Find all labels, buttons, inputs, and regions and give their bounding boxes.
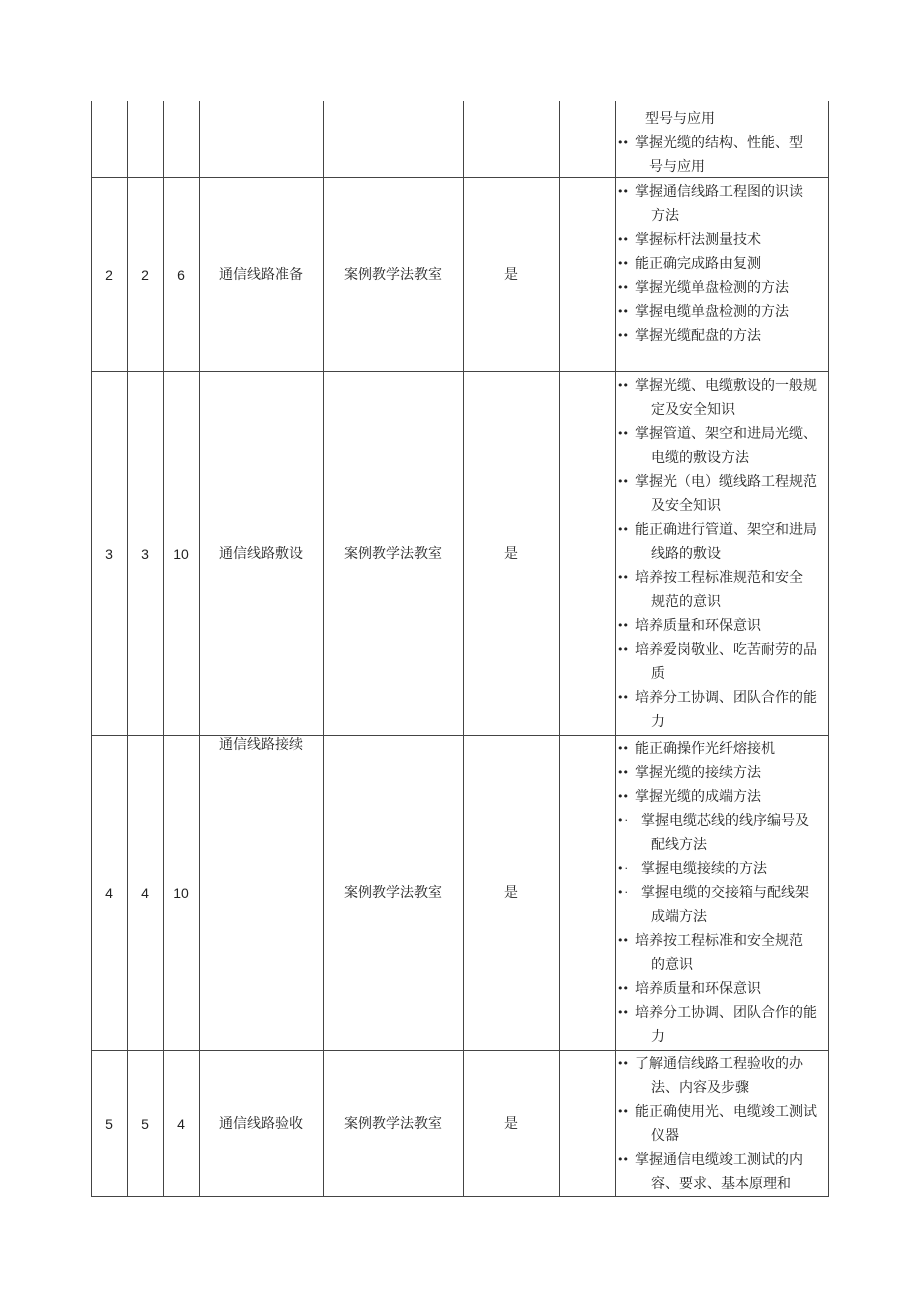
objective-text: 掌握光缆、电缆敷设的一般规 [635, 378, 817, 394]
teaching-method: 案例教学法教室 [344, 1115, 442, 1132]
flag: 是 [504, 885, 518, 901]
objective-text: 掌握光缆的接续方法 [635, 765, 761, 781]
bullet-marker: •• [617, 790, 628, 803]
objective-text: 配线方法 [651, 837, 707, 853]
module-number: 3 [141, 545, 149, 562]
objective-text: 的意识 [651, 957, 693, 973]
bullet-marker: •• [617, 427, 628, 440]
objective-text: 力 [651, 1029, 665, 1045]
bullet-marker: •• [617, 742, 628, 755]
bullet-marker: •• [617, 691, 628, 704]
objective-text: 能正确操作光纤熔接机 [635, 741, 775, 757]
module-number: 5 [141, 1115, 149, 1132]
hours: 4 [177, 1115, 185, 1132]
objectives-cell [617, 107, 829, 179]
bullet-marker: •• [617, 305, 628, 318]
topic: 通信线路验收 [219, 1115, 303, 1132]
objective-text: 能正确进行管道、架空和进局 [635, 522, 817, 538]
bullet-marker: •• [617, 1006, 628, 1019]
bullet-marker: •• [617, 185, 628, 198]
bullet-marker: •• [617, 982, 628, 995]
objective-text: 培养质量和环保意识 [635, 618, 761, 634]
bullet-marker: •• [617, 1057, 628, 1070]
objective-text: 能正确使用光、电缆竣工测试 [635, 1104, 817, 1120]
module-number: 2 [141, 266, 149, 283]
flag: 是 [504, 1115, 518, 1132]
objective-text: 掌握电缆的交接箱与配线架 [641, 885, 809, 901]
module-number: 4 [141, 885, 149, 901]
bullet-marker: •• [617, 136, 628, 149]
table-column-divider [559, 101, 560, 1197]
teaching-method: 案例教学法教室 [344, 885, 442, 901]
bullet-marker: •• [617, 934, 628, 947]
topic: 通信线路接续 [219, 737, 303, 753]
row-index: 3 [105, 545, 113, 562]
objective-text: 掌握电缆芯线的线序编号及 [641, 813, 809, 829]
bullet-marker: •• [617, 281, 628, 294]
objective-text: 掌握光缆单盘检测的方法 [635, 280, 789, 296]
objective-text: 培养爱岗敬业、吃苦耐劳的品 [635, 642, 817, 658]
bullet-marker: •• [617, 523, 628, 536]
bullet-marker: •• [617, 643, 628, 656]
objective-text: 培养分工协调、团队合作的能 [635, 690, 817, 706]
hours: 10 [173, 885, 189, 901]
bullet-marker: •· [617, 862, 629, 875]
bullet-marker: •• [617, 571, 628, 584]
objective-text: 培养按工程标准和安全规范 [635, 933, 803, 949]
objective-text: 培养分工协调、团队合作的能 [635, 1005, 817, 1021]
hours: 6 [177, 266, 185, 283]
objective-text: 力 [651, 714, 665, 730]
objective-text: 号与应用 [649, 159, 705, 175]
objective-text: 型号与应用 [645, 111, 715, 127]
objective-text: 能正确完成路由复测 [635, 256, 761, 272]
bullet-marker: •• [617, 766, 628, 779]
objective-text: 掌握电缆单盘检测的方法 [635, 304, 789, 320]
objective-text: 掌握标杆法测量技术 [635, 232, 761, 248]
objective-text: 成端方法 [651, 909, 707, 925]
objective-item [617, 131, 829, 179]
objective-text: 及安全知识 [651, 498, 721, 514]
objective-text: 掌握光（电）缆线路工程规范 [635, 474, 817, 490]
bullet-marker: •• [617, 475, 628, 488]
table-column-divider [615, 101, 616, 1197]
bullet-marker: •• [617, 619, 628, 632]
topic: 通信线路准备 [219, 266, 303, 283]
bullet-marker: •• [617, 233, 628, 246]
bullet-marker: •• [617, 379, 628, 392]
table-border-bottom [91, 1196, 829, 1197]
objective-text: 仪器 [651, 1128, 679, 1144]
topic: 通信线路敷设 [219, 545, 303, 562]
bullet-marker: •• [617, 329, 628, 342]
bullet-marker: •• [617, 257, 628, 270]
teaching-method: 案例教学法教室 [344, 545, 442, 562]
row-index: 2 [105, 266, 113, 283]
bullet-marker: •• [617, 1153, 628, 1166]
teaching-method: 案例教学法教室 [344, 266, 442, 283]
objective-text: 掌握管道、架空和进局光缆、 [635, 426, 817, 442]
objective-text: 掌握光缆的成端方法 [635, 789, 761, 805]
objective-text: 掌握通信电缆竣工测试的内 [635, 1152, 803, 1168]
objective-text: 容、要求、基本原理和 [651, 1176, 791, 1192]
objectives-cell [617, 374, 829, 734]
objective-text: 电缆的敷设方法 [651, 450, 749, 466]
objective-item [617, 107, 829, 131]
bullet-marker: •· [617, 886, 629, 899]
objective-text: 掌握光缆配盘的方法 [635, 328, 761, 344]
row-index: 5 [105, 1115, 113, 1132]
objectives-cell [617, 1052, 829, 1196]
flag: 是 [504, 266, 518, 283]
objective-text: 质 [651, 666, 665, 682]
objective-text: 方法 [651, 208, 679, 224]
bullet-marker: •• [617, 1105, 628, 1118]
hours: 10 [173, 545, 189, 562]
flag: 是 [504, 545, 518, 562]
objectives-cell [617, 180, 829, 348]
objectives-cell [617, 737, 829, 1049]
row-index: 4 [105, 885, 113, 901]
objective-text: 线路的敷设 [651, 546, 721, 562]
objective-text: 培养按工程标准规范和安全 [635, 570, 803, 586]
objective-text: 掌握通信线路工程图的识读 [635, 184, 803, 200]
objective-text: 掌握电缆接续的方法 [641, 861, 767, 877]
objective-text: 掌握光缆的结构、性能、型 [635, 135, 803, 151]
objective-text: 定及安全知识 [651, 402, 735, 418]
objective-text: 了解通信线路工程验收的办 [635, 1056, 803, 1072]
objective-text: 法、内容及步骤 [651, 1080, 749, 1096]
bullet-marker: •· [617, 814, 629, 827]
objective-text: 培养质量和环保意识 [635, 981, 761, 997]
objective-text: 规范的意识 [651, 594, 721, 610]
